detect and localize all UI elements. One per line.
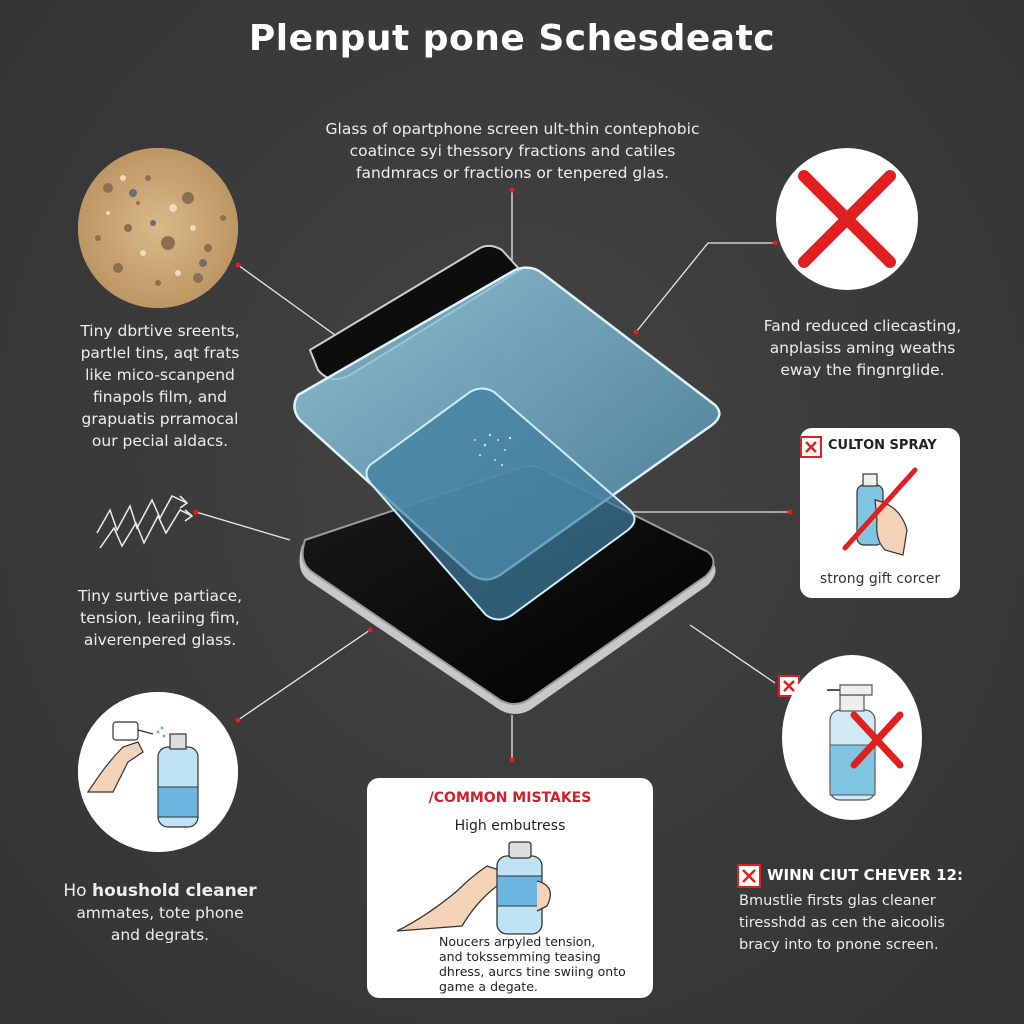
x-badge-icon xyxy=(737,864,761,888)
phone-screen-diagram xyxy=(290,240,730,720)
text-line: Fand reduced cliecasting, xyxy=(763,317,962,335)
scratch-icon xyxy=(92,488,197,558)
top-caption xyxy=(290,118,735,184)
cleaner-prefix: Ho xyxy=(63,881,87,901)
text-line: tiresshdd as cen the aicoolis xyxy=(739,915,945,931)
text-line: Bmustlie firsts glas cleaner xyxy=(739,893,936,909)
spray-card-title: CULTON SPRAY xyxy=(828,438,937,453)
sand-particles-image xyxy=(78,148,238,308)
text-line: partlel tins, aqt frats xyxy=(80,344,240,362)
text-line: anplasiss aming weaths xyxy=(769,339,956,357)
x-badge-icon xyxy=(800,436,822,458)
text-line: and tokssemming teasing xyxy=(439,949,601,964)
warning-heading: WINN CIUT CHEVER 12: xyxy=(767,866,963,884)
mistakes-lines xyxy=(439,934,649,994)
left-text-tension xyxy=(40,585,280,651)
text-line: like mico-scanpend xyxy=(85,366,235,384)
text-line: dhress, aurcs tine swiing onto xyxy=(439,964,626,979)
top-caption-line: fandmracs or fractions or tenpered glas. xyxy=(355,164,669,182)
text-line: finapols film, and xyxy=(93,388,227,406)
mistakes-subheading: High embutress xyxy=(454,818,566,834)
text-line: tension, leariing fim, xyxy=(80,609,240,627)
text-line: Noucers arpyled tension, xyxy=(439,934,596,949)
text-line: our pecial aldacs. xyxy=(91,432,229,450)
household-cleaner-image xyxy=(78,692,238,852)
left-text-cleaner xyxy=(30,880,290,946)
spray-can-icon xyxy=(835,460,925,560)
warning-lines xyxy=(739,890,1007,956)
text-line: Tiny surtive partiace, xyxy=(77,587,243,605)
spray-card xyxy=(800,428,960,598)
text-line: bracy into to pnone screen. xyxy=(739,937,939,953)
red-x-image xyxy=(776,148,918,290)
common-mistakes-card xyxy=(367,778,653,998)
spray-card-caption: strong gift corcer xyxy=(819,571,941,587)
page-title: Plenput pone Schesdeatc xyxy=(248,18,776,59)
text-line: grapuatis prramocal xyxy=(81,410,239,428)
right-text-reduced xyxy=(735,315,990,381)
red-x-icon xyxy=(776,148,918,290)
top-caption-line: Glass of opartphone screen ult-thin contephobic xyxy=(325,120,700,138)
spray-bottle-image xyxy=(782,655,922,820)
text-line: game a degate. xyxy=(439,979,538,994)
cleaner-heading xyxy=(30,880,290,902)
text-line: eway the fingnrglide. xyxy=(780,361,945,379)
hand-spray-icon xyxy=(397,836,597,936)
mistakes-heading: /COMMON MISTAKES xyxy=(428,790,592,806)
cleaner-heading-text: houshold cleaner xyxy=(91,881,257,901)
connector-scratch xyxy=(196,512,290,540)
text-line: aiverenpered glass. xyxy=(83,631,237,649)
text-line: and degrats. xyxy=(110,926,210,944)
left-text-particles xyxy=(40,320,280,452)
text-line: Tiny dbrtive sreents, xyxy=(80,322,240,340)
top-caption-line: coatince syi thessory fractions and catiles xyxy=(349,142,676,160)
text-line: ammates, tote phone xyxy=(76,904,244,922)
